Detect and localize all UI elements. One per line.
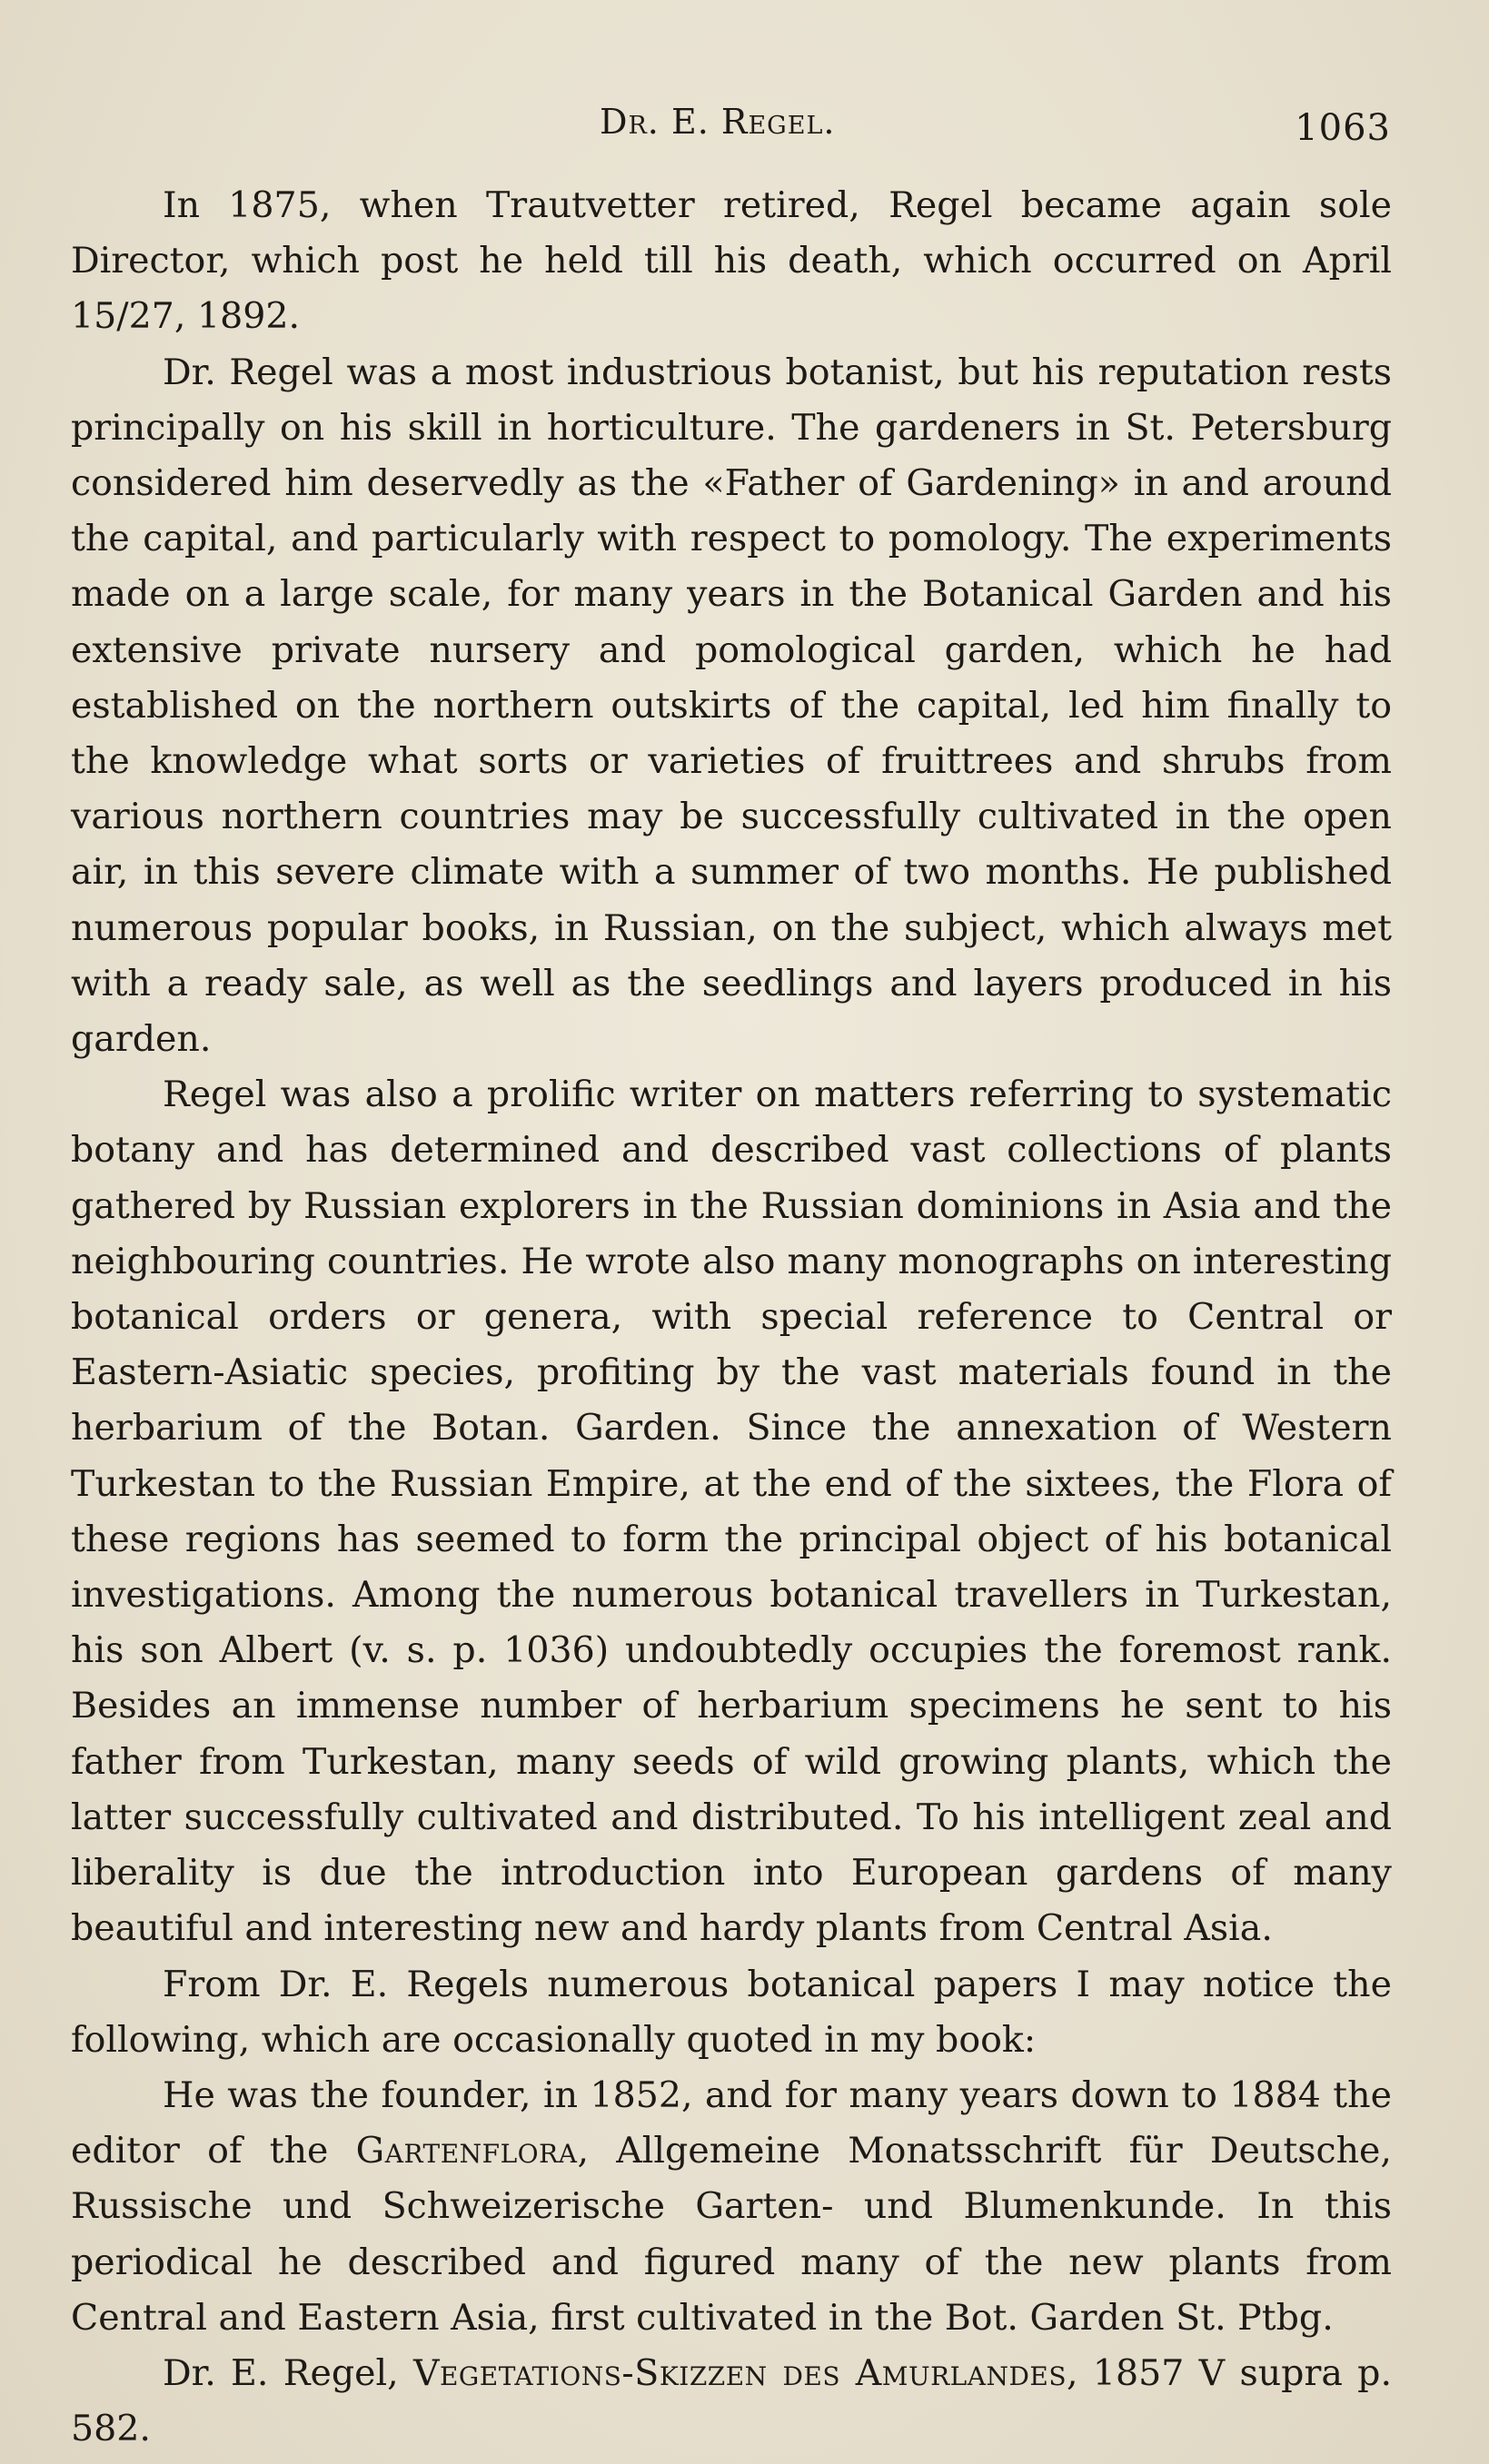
work-title: Vegetations-Skizzen des Amurlandes bbox=[412, 2351, 1067, 2394]
paragraph-text: , 1857 V supra p. 582. bbox=[71, 2351, 1393, 2450]
paragraph-text: , Allgemeine Monatsschrift für Deutsche, Russische und Schweizerische Garten- und Blumenkunde. In this periodical he described and figured many of the new plants from Central and Eastern Asia, first cultivated in the Bot. Garden St. Ptbg. bbox=[71, 2130, 1392, 2339]
paragraph-text: From Dr. E. Regels numerous botanical papers I may notice the following, which are occasionally quoted in my book: bbox=[71, 1963, 1392, 2061]
paragraph-horticulture bbox=[71, 345, 1392, 1068]
paragraph-text: In 1875, when Trautvetter retired, Regel became again sole Director, which post he held till his death, which occurred on April 15/27, 1892. bbox=[71, 184, 1392, 338]
paragraph-text: Dr. Regel was a most industrious botanist, but his reputation rests principally on his skill in horticulture. The gardeners in St. Petersburg considered him deservedly as the «Father of Gardening» in and around the capital, and particularly with respect to pomology. The experiments made on a large scale, for many years in the Botanical Garden and his extensive private nursery and pomological garden, which he had established on the northern outskirts of the capital, led him finally to the knowledge what sorts or varieties of fruittrees and shrubs from various northern countries may be successfully cultivated in the open air, in this severe climate with a summer of two months. He published numerous popular books, in Russian, on the subject, which always met with a ready sale, as well as the seedlings and layers produced in his garden. bbox=[71, 351, 1392, 1061]
paragraph-text: He was the founder, in 1852, and for many years down to 1884 the editor of the bbox=[71, 2073, 1392, 2172]
page-header bbox=[0, 98, 1489, 153]
running-head: Dr. E. Regel. bbox=[600, 102, 836, 142]
paragraph-text: Dr. E. Regel, bbox=[163, 2351, 413, 2394]
periodical-title: Gartenflora bbox=[355, 2130, 578, 2172]
paragraph-papers-intro bbox=[71, 1957, 1392, 2068]
paragraph-gartenflora bbox=[71, 2068, 1392, 2346]
paragraph-amurlandes bbox=[71, 2346, 1392, 2457]
page-number: 1063 bbox=[1295, 107, 1391, 149]
paragraph-directorship bbox=[71, 178, 1392, 345]
paragraph-text: Regel was also a prolific writer on matters referring to systematic botany and has determined and described vast collections of plants gathered by Russian explorers in the Russian dominions in Asia and the neighbouring countries. He wrote also many monographs on interesting botanical orders or genera, with special reference to Central or Eastern-Asiatic species, profiting by the vast materials found in the herbarium of the Botan. Garden. Since the annexation of Western Turkestan to the Russian Empire, at the end of the sixtees, the Flora of these regions has seemed to form the principal object of his botanical investigations. Among the numerous botanical travellers in Turkestan, his son Albert (v. s. p. 1036) undoubtedly occupies the foremost rank. Besides an immense number of herbarium specimens he sent to his father from Turkestan, many seeds of wild growing plants, which the latter successfully cultivated and distributed. To his intelligent zeal and liberality is due the introduction into European gardens of many beautiful and interesting new and hardy plants from Central Asia. bbox=[71, 1074, 1392, 1950]
paragraph-systematic-botany bbox=[71, 1067, 1392, 1956]
body-text bbox=[71, 178, 1392, 2457]
